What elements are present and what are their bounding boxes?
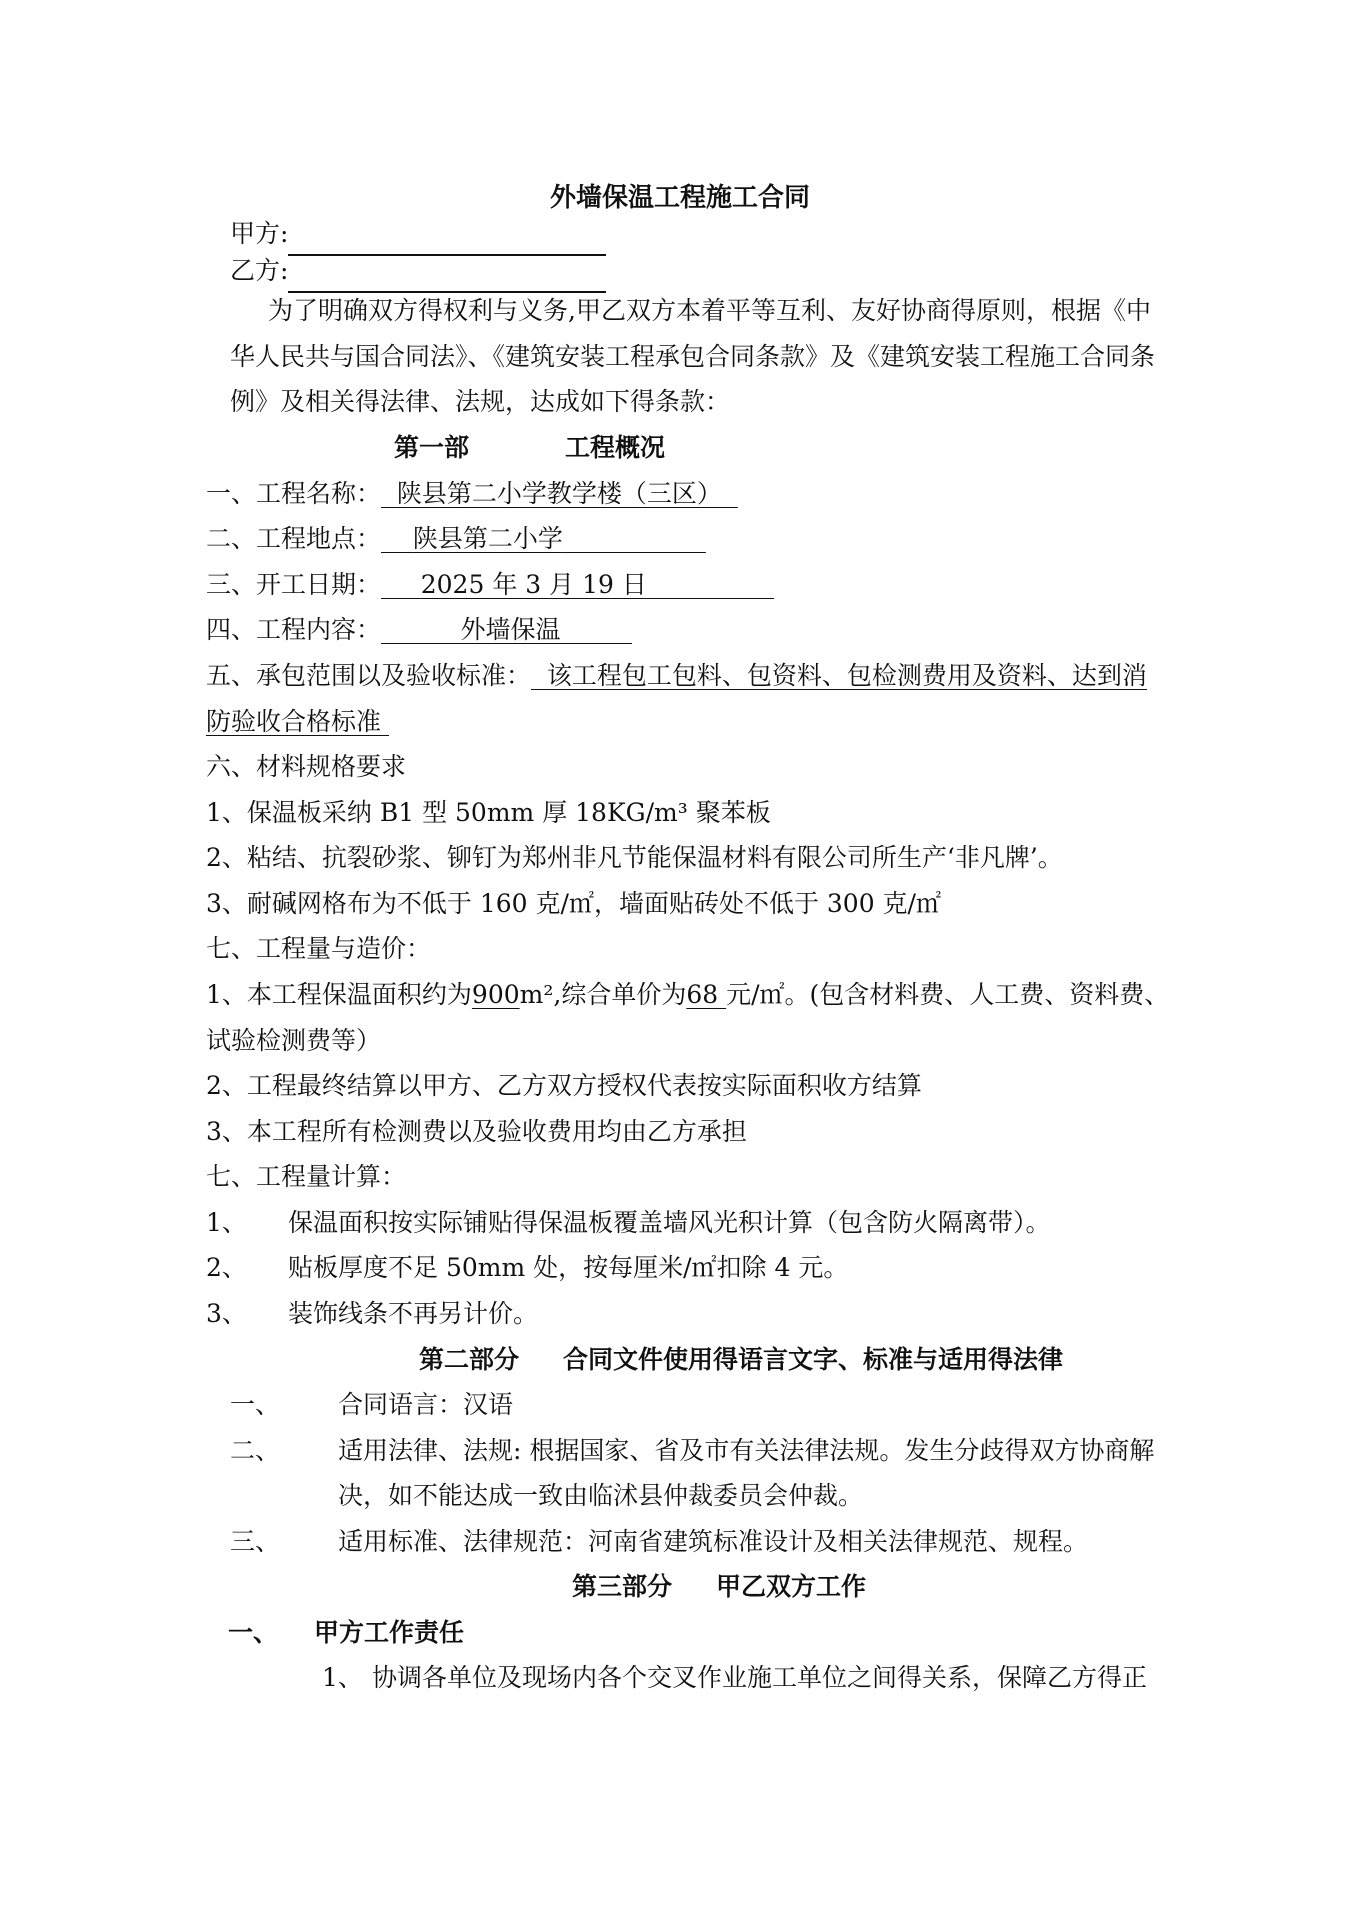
- part2-item-2-number: 二、: [230, 1436, 281, 1465]
- calc-item-2-text: 贴板厚度不足 50mm 处，按每厘米/㎡扣除 4 元。: [288, 1253, 849, 1282]
- part2-item-3: [230, 1520, 1264, 1564]
- part2-item-3-number: 三、: [230, 1527, 281, 1556]
- project-name-value: 陕县第二小学教学楼（三区）: [396, 479, 722, 508]
- party-a-label: 甲方:: [230, 219, 289, 248]
- material-item-1: 1、保温板采纳 B1 型 50mm 厚 18KG/m³ 聚苯板: [206, 798, 771, 827]
- part2-item-1: [230, 1383, 1264, 1427]
- part3-heading-title: 甲乙双方工作: [716, 1572, 867, 1601]
- scope-value-1: 该工程包工包料、包资料、包检测费用及资料、达到消: [546, 661, 1147, 690]
- cost-item-2: 2、工程最终结算以甲方、乙方双方授权代表按实际面积收方结算: [206, 1071, 922, 1100]
- scope-row-1: [206, 654, 1240, 698]
- content-value: 外墙保温: [460, 615, 561, 644]
- intro-line-1: 为了明确双方得权利与义务,甲乙双方本着平等互利、友好协商得原则，根据《中: [268, 296, 1151, 325]
- part2-heading-title: 合同文件使用得语言文字、标准与适用得法律: [563, 1345, 1064, 1374]
- part2-item-1-text: 合同语言：汉语: [338, 1390, 514, 1419]
- intro-line-2: 华人民共与国合同法》、《建筑安装工程承包合同条款》及《建筑安装工程施工合同条: [230, 342, 1156, 371]
- area-value: 900: [471, 980, 520, 1009]
- party-b-label: 乙方:: [230, 256, 289, 285]
- calc-item-3-number: 3、: [206, 1299, 247, 1328]
- calc-item-1-number: 1、: [206, 1208, 247, 1237]
- project-location-row: [206, 517, 1240, 561]
- party-a-duty-title: 甲方工作责任: [314, 1618, 465, 1647]
- cost-item-1-text-c: 元/㎡。(包含材料费、人工费、资料费、: [726, 980, 1170, 1009]
- cost-heading: 七、工程量与造价：: [206, 934, 432, 963]
- scope-label: 五、承包范围以及验收标准：: [206, 661, 532, 690]
- project-location-value: 陕县第二小学: [412, 524, 563, 553]
- part2-item-2-text: 适用法律、法规: 根据国家、省及市有关法律法规。发生分歧得双方协商解: [338, 1436, 1155, 1465]
- project-location-label: 二、工程地点：: [206, 524, 382, 553]
- material-item-3: 3、耐碱网格布为不低于 160 克/㎡，墙面贴砖处不低于 300 克/㎡: [206, 889, 941, 918]
- unit-price-value: 68: [686, 980, 719, 1009]
- content-label: 四、工程内容：: [206, 615, 382, 644]
- calc-item-3-text: 装饰线条不再另计价。: [288, 1299, 539, 1328]
- part2-item-2: [230, 1429, 1264, 1473]
- part2-item-3-text: 适用标准、法律规范：河南省建筑标准设计及相关法律规范、规程。: [338, 1527, 1089, 1556]
- document-title: 外墙保温工程施工合同: [549, 183, 810, 213]
- calc-item-1: [206, 1201, 1240, 1245]
- project-name-label: 一、工程名称：: [206, 479, 382, 508]
- project-name-row: [206, 472, 1240, 516]
- part2-item-1-number: 一、: [230, 1390, 281, 1419]
- material-item-2: 2、粘结、抗裂砂浆、铆钉为郑州非凡节能保温材料有限公司所生产‘非凡牌’。: [206, 843, 1063, 872]
- cost-item-1-cont: 试验检测费等）: [206, 1026, 382, 1055]
- start-date-row: [206, 563, 1240, 607]
- start-date-value: 2025 年 3 月 19 日: [420, 570, 647, 599]
- material-heading: 六、材料规格要求: [206, 752, 407, 781]
- content-row: [206, 608, 1240, 652]
- intro-line-3: 例》及相关得法律、法规，达成如下得条款：: [230, 387, 731, 416]
- calc-item-2: [206, 1246, 1240, 1290]
- part1-heading: [394, 426, 1360, 470]
- scope-value-2: 防验收合格标准: [206, 707, 382, 736]
- part3-heading-number: 第三部分: [572, 1572, 673, 1601]
- start-date-label: 三、开工日期：: [206, 570, 382, 599]
- calc-item-1-text: 保温面积按实际铺贴得保温板覆盖墙风光积计算（包含防火隔离带）。: [288, 1208, 1051, 1237]
- party-a-duty-1-text: 协调各单位及现场内各个交叉作业施工单位之间得关系，保障乙方得正: [372, 1663, 1148, 1692]
- party-a-duty-1-number: 1、: [322, 1663, 363, 1692]
- part2-heading: [419, 1338, 1360, 1382]
- part1-heading-number: 第一部: [394, 433, 470, 462]
- calc-item-2-number: 2、: [206, 1253, 247, 1282]
- party-a-duty-heading: [228, 1611, 1262, 1655]
- part3-heading: [572, 1565, 1360, 1609]
- part2-heading-number: 第二部分: [419, 1345, 520, 1374]
- calc-item-3: [206, 1292, 1240, 1336]
- part1-heading-title: 工程概况: [565, 433, 666, 462]
- cost-item-3: 3、本工程所有检测费以及验收费用均由乙方承担: [206, 1117, 747, 1146]
- cost-item-1: [206, 973, 1240, 1017]
- cost-item-1-text-a: 1、本工程保温面积约为: [206, 980, 472, 1009]
- part2-item-2-cont: 决，如不能达成一致由临沭县仲裁委员会仲裁。: [338, 1481, 864, 1510]
- cost-item-1-text-b: m²,综合单价为: [519, 980, 687, 1009]
- party-a-duty-number: 一、: [228, 1618, 279, 1647]
- party-a-duty-1: [322, 1656, 1242, 1700]
- calc-heading: 七、工程量计算：: [206, 1162, 407, 1191]
- party-b-line: [230, 249, 1264, 293]
- scope-row-2: [206, 700, 1240, 744]
